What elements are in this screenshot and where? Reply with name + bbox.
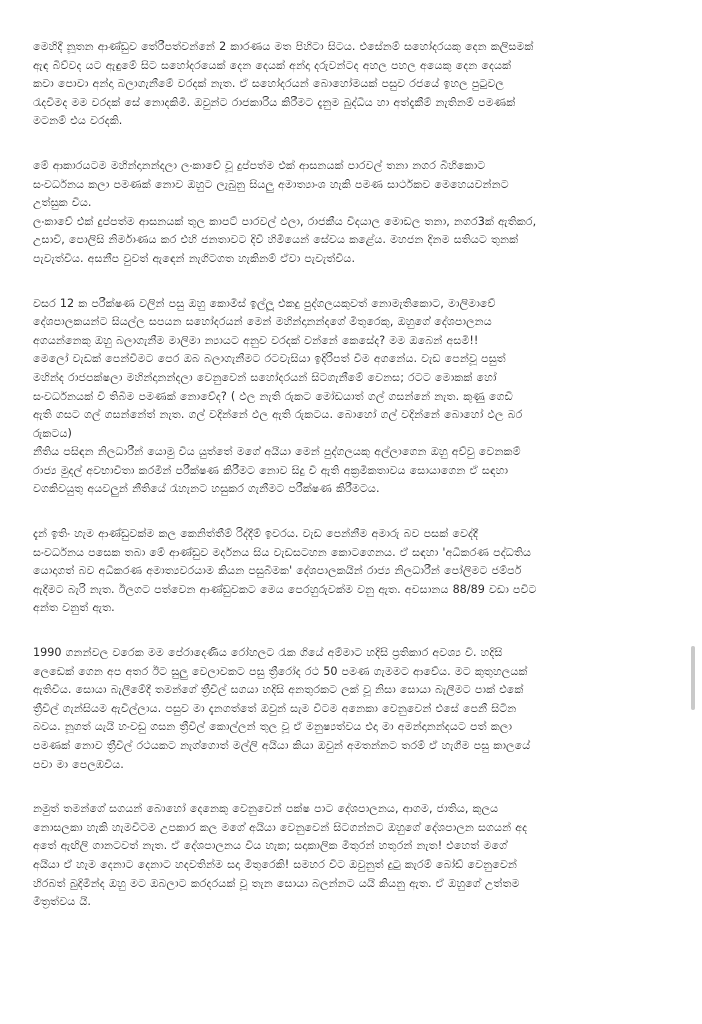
text-line: පමණක් නොව ත්‍රීවිල් රථයකට නැග්ගොත් මල්ලි අයියා කියා ඔවුන් අමතන්නට තරම් ඒ හැගීම පසු කාලයේ bbox=[33, 739, 531, 752]
text-line: උසාවි, පොලිසි නිර්මාණය කර එහි ජනතාවට දිවි හිමියෙන් සේවය කළේය. මහජන දිනම සතියට තුනක් bbox=[33, 233, 519, 247]
text-line: නීතිය පසිඳන නිලධාරීන් යොමු විය යුත්තේ මගේ අයියා මෙන් පුද්ගලයකු අල්ලාගෙන ඔහු අව්වු වෙනකම් bbox=[33, 445, 521, 459]
text-line: අන්ත වනුත් ඇත. bbox=[33, 601, 115, 615]
paragraph-1 bbox=[33, 38, 669, 131]
text-line: මේ ආකාරයටම මහින්දානන්දලා ලංකාවේ වූ දුප්පත්ම එක් ආසනයක් පාරවල් තනා නගර බිහිකොට bbox=[33, 158, 486, 172]
text-line: සංවර්ධනය පසෙක තබා මේ ආණ්ඩුව මර්දනය සිය වැඩසටහන කොටගෙනය. ඒ සඳහා 'අධිකරණ පද්ධතිය bbox=[33, 545, 532, 559]
text-line: පවා මා පෙලඹවිය. bbox=[33, 757, 124, 771]
text-line: අගයන්නෙකු ඔහු බලාගැනීම මාලිමා න්‍යායට අනුව වරදක් වන්නේ කෙසේද? මම ඔබෙන් අසමි!! bbox=[33, 333, 479, 347]
text-line: රුකටය) bbox=[33, 426, 72, 440]
text-line: රාජ්‍ය මුදල් අවභාවිතා කරමින් පරීක්ෂණ කිරීමට නොව සිදු වී ඇති අක්‍රමිකතාවය සොයාගෙන ඒ සඳහා bbox=[33, 463, 509, 477]
text-line: දේශපාලකයන්ට සියල්ල සපයන සහෝදරයන් මෙන් මහින්දානන්දගේ මිතුරෙකු, ඔහුගේ දේශපාලනය bbox=[33, 315, 492, 329]
text-line: ත්‍රීවිල් ගැන්සියම ඇවිල්ලාය. පසුව මා දැනගත්තේ ඔවුන් සැම විටම අනෙකා වෙනුවෙන් එසේ පෙනී සිටින bbox=[33, 701, 517, 715]
paragraph-6 bbox=[33, 800, 669, 912]
text-line: සංවර්ධනය කලා පමණක් නොව ඔහුට ලැබුනු සියලු අමාත්‍යාංශ හැකි පමණ සාර්ථකව මෙහෙයවන්නට bbox=[33, 177, 509, 191]
paragraph-3 bbox=[33, 295, 669, 500]
paragraph-5 bbox=[33, 644, 669, 774]
text-line: ලෙඩෙක් ගෙන අප අතර ඊට සුලු වෙලාවකට පසු ත්‍රීරෝද රථ 50 පමණ ගැමමට ආවේය. මට කුතුහලයක් bbox=[33, 664, 528, 678]
text-line: වසර 12 ක පරීක්ෂණ වලින් පසු ඔහු කොමිස් ඉල්ලූ එකදු පුද්ගලයකුවත් නොමැතිකොට, මාලිමාවේ bbox=[33, 296, 496, 310]
text-line: සංවර්ධනයක් වී තිබීම පමණක් නොවේද? ( ඵල නැති රුකට මෝඩයාත් ගල් ගසන්නේ නැත. කුණු ගෙඩි bbox=[33, 389, 513, 403]
text-line: ඇති ගසට ගල් ගසන්නේත් නැත. ගල් වදින්නේ ඵල ඇති රුකටය. බොහෝ ගල් වදින්නේ බොහෝ ඵල බර bbox=[33, 408, 523, 422]
text-line: ඇඳ බිව්වද යට ඇඳුමේ සිට සහෝදරයෙක් දෙන දෙයක් අන්දා දරුවන්ටද අහල පහල අයෙකු දෙන දෙයක් bbox=[33, 58, 512, 72]
paragraph-2 bbox=[33, 157, 669, 269]
text-line: ලංකාවේ එක් දුප්පත්ම ආසනයක් තුල කාපට් පාරවල් ඵලා, රාජකීය විදයාල මොඩල තනා, නගර3ක් ඇතිකර, bbox=[33, 214, 537, 228]
text-line: දැන් ඉතිං හැම ආණ්ඩුවක්ම කල කෙනිත්තීම් රිද්දීම් ඉවරය. වැඩ පෙන්නීම අමාරු බව පසක් වෙද්දී bbox=[33, 527, 478, 541]
paragraph-4 bbox=[33, 525, 669, 618]
text-line: නොසලකා හැකි හැමවිටම උපකාර කල මගේ අයියා වෙනුවෙන් සිටගන්නට ඔහුගේ දේශපාලන සගයන් අද bbox=[33, 820, 528, 834]
text-line: උත්සුක විය. bbox=[33, 196, 92, 210]
text-line: කවා පොවා අන්දා බලාගැනීමේ වරදක් නැත. ඒ සහෝදරයන් බොහෝමයක් පසුව රජයේ ඉහල පුටුවල bbox=[33, 77, 504, 91]
text-line: 1990 ගනන්වල වරෙක මම පේරාදෙණිය රෝහලට රැක ගියේ අම්මාට හදිසි ප්‍රතිකාර අවශ්‍ය වී. හදිසි bbox=[33, 646, 503, 660]
text-line: අතේ ඇඟිලි ගානටවත් නැත. ඒ දේශපාලනය විය හැක; සදාකාලික මිතුරන් හතුරන් නැත! එහෙත් මගේ bbox=[33, 839, 508, 853]
text-line: මෙහිදී නූතන ආණ්ඩුව තේරීපත්වන්නේ 2 කාරණය මත පිහිටා සිටය. එසේනම් සහෝදරයකු දෙන කලිසමක් bbox=[33, 40, 534, 53]
text-line: යොදාගත් බව අධිකරණ අමාත්‍යවරයාම කියන පසුබිමක' දේශපාලකයින් රාජ්‍ය නිලධාරීන් පෝලිමට ජම්පර් bbox=[33, 564, 522, 578]
text-line: රැදවීමද මම වරදක් සේ නොදකිමි. ඔවුන්ට රාජකාරිය කිරීමට දැනුම බුද්ධිය හා අත්දැකීම් නැතිනම් පමණක් bbox=[33, 95, 516, 109]
text-line: මිත්‍රත්වය යි. bbox=[33, 895, 91, 909]
text-line: මෙලෝ වැඩක් පෙන්වීමට පෙර ඔබ බලාගැනීමට රටවැසියා ඉදිරිපත් වීම අගනේය. වැඩ පෙන්වූ පසුත් bbox=[33, 352, 506, 366]
text-line: ඇතිවිය. සොයා බැලීමේදී තමන්ගේ ත්‍රීවිල් සගයා හදිසි අනතුරකට ලක් වූ නිසා සොයා බැලීමට පාක් එකේ bbox=[33, 683, 524, 697]
text-line: නමුත් තමන්ගේ සගයන් බොහෝ දෙනෙකු වෙනුවෙන් පක්ෂ පාට දේශපාලනය, ආගම, ජාතිය, කුලය bbox=[33, 802, 499, 816]
text-line: අයියා ඒ හැම දෙනාට දෙනාට හදවතින්ම සදා මිතුරෙකි! සමහර විට ඔවුනුත් දුටු කැරම් බෝඩ් වෙනුවෙන් bbox=[33, 857, 518, 871]
text-line: බවය. නූගත් යැයි හංවඩු ගසන ත්‍රීවිල් කොල්ලන් තුල වූ ඒ මනුෂ්‍යත්වය එදා මා අමන්දානන්දයට පත් කලා bbox=[33, 720, 513, 734]
text-line: වගකිවයුතු අයවලුන් නීතියේ රැහැනට හසුකර ගැනීමට පරීක්ෂණ කිරීමටය. bbox=[33, 482, 380, 496]
text-line: ඇදීමට බැරි නැත. ඊලගට පත්වෙන ආණ්ඩුවකට මෙය පෙරහුරුවක්ම වනු ඇත. අවසානය 88/89 වඩා පවිට bbox=[33, 582, 537, 596]
text-line: හිරබත් බුදිමින්ද ඔහු මට ඔබලාට කරදරයක් වූ තැන සොයා බලන්නට යයි කියනු ඇත. ඒ ඔහුගේ උත්තම bbox=[33, 876, 520, 890]
scrollbar-thumb[interactable] bbox=[691, 646, 695, 710]
text-line: මටනම් එය වරදකි. bbox=[33, 114, 123, 128]
document-body bbox=[33, 38, 669, 938]
text-line: පැවැත්විය. අසනීප වුවත් ඇඳෙන් නැගිටගත හැකිනම් ඒවා පැවැත්විය. bbox=[33, 251, 355, 265]
text-line: මහින්ද රාජපක්ෂලා මහින්දානන්දලා වෙනුවෙන් සහෝදරයන් සිටගැනීමේ වෙනස; රටට මොකක් හෝ bbox=[33, 370, 497, 384]
